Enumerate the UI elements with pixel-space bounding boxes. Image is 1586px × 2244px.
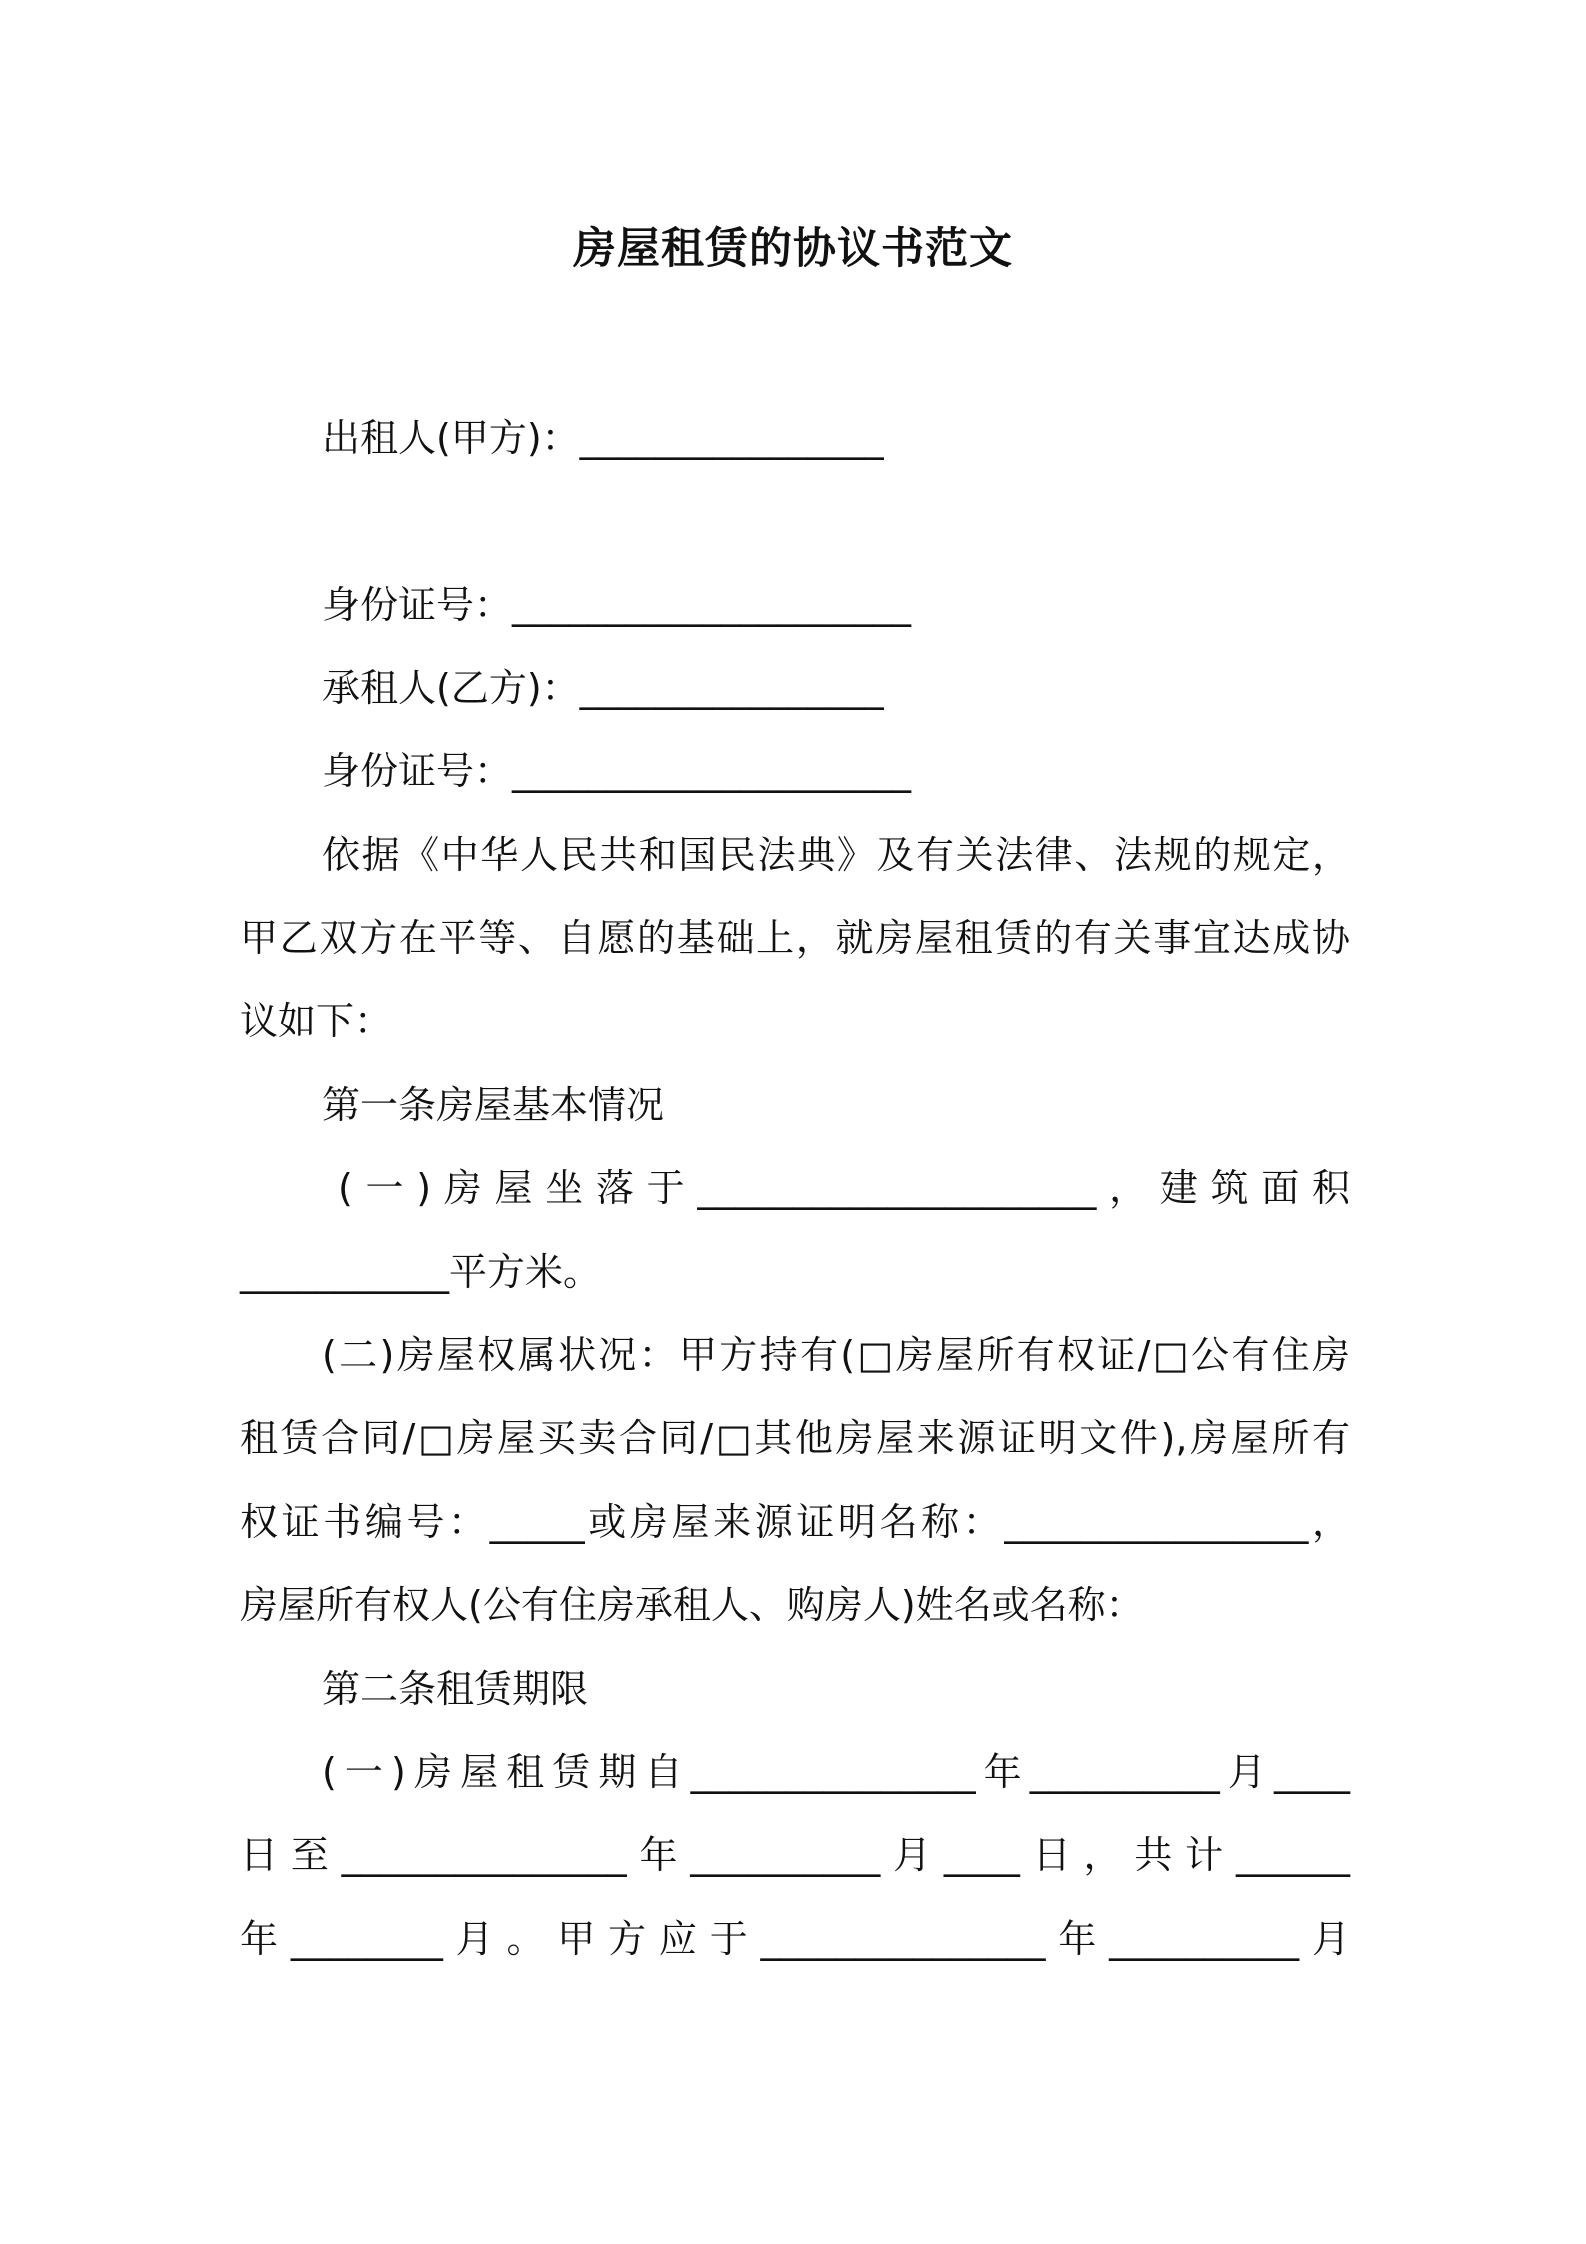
article-heading: 第二条租赁期限 xyxy=(322,1667,589,1711)
paragraph-line: ___________平方米。 xyxy=(240,1250,602,1294)
paragraph-line: 依据《中华人民共和国民法典》及有关法律、法规的规定， xyxy=(322,833,1350,877)
paragraph-line: 议如下： xyxy=(240,999,393,1043)
paragraph-line: 租赁合同/□房屋买卖合同/□其他房屋来源证明文件),房屋所有 xyxy=(240,1416,1350,1460)
lessor-name-line: 出租人(甲方)：________________ xyxy=(322,416,884,460)
lessee-name-line: 承租人(乙方)：________________ xyxy=(322,666,884,710)
document-title: 房屋租赁的协议书范文 xyxy=(573,224,1013,274)
paragraph-line: (一)房屋租赁期自_______________年__________月____ xyxy=(322,1750,1350,1794)
lessee-id-line: 身份证号：_____________________ xyxy=(322,749,912,793)
paragraph-line: (二)房屋权属状况：甲方持有(□房屋所有权证/□公有住房 xyxy=(322,1333,1350,1377)
paragraph-line: 日至_______________年__________月____日，共计______ xyxy=(240,1833,1350,1877)
paragraph-line: 房屋所有权人(公有住房承租人、购房人)姓名或名称： xyxy=(240,1583,1144,1627)
paragraph-line: (一)房屋坐落于_____________________，建筑面积 xyxy=(338,1166,1350,1210)
paragraph-line: 甲乙双方在平等、自愿的基础上，就房屋租赁的有关事宜达成协 xyxy=(240,916,1350,960)
paragraph-line: 权证书编号：_____或房屋来源证明名称：________________， xyxy=(240,1500,1350,1544)
paragraph-line: 年________月。甲方应于_______________年__________月 xyxy=(240,1917,1350,1961)
article-heading: 第一条房屋基本情况 xyxy=(322,1083,665,1127)
lessor-id-line: 身份证号：_____________________ xyxy=(322,583,912,627)
